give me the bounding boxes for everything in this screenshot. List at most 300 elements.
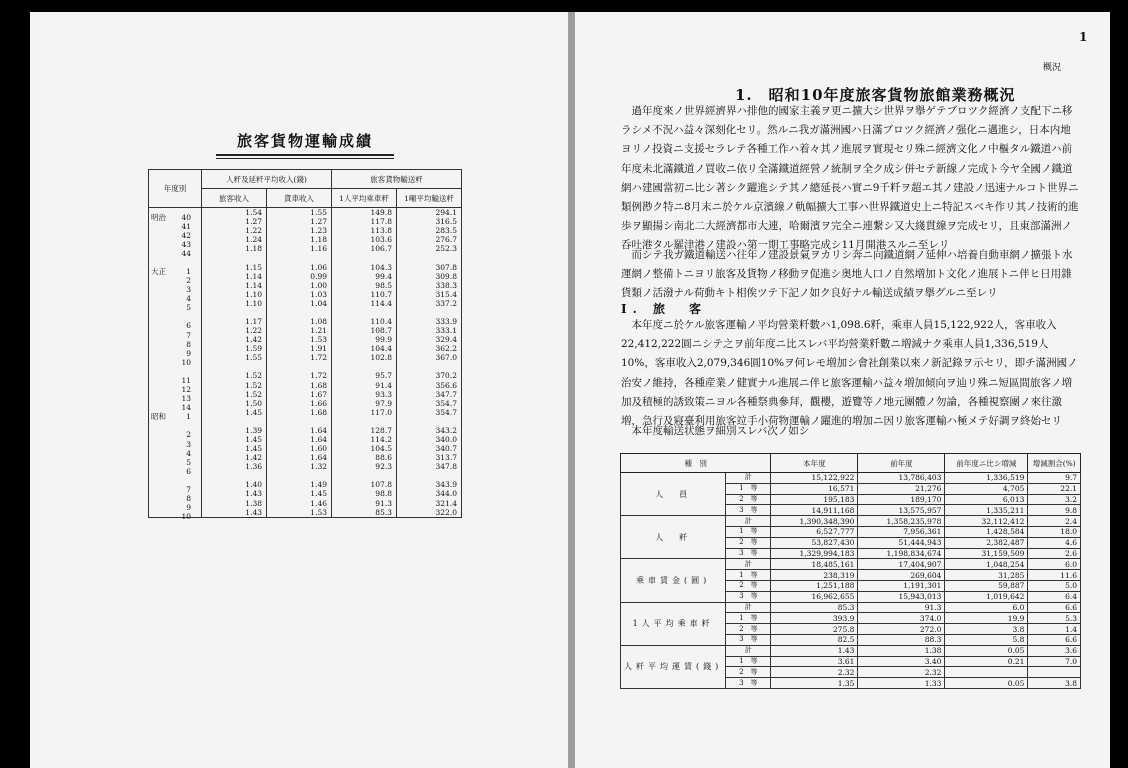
passenger-revenue-cell: 1.17 bbox=[202, 317, 267, 326]
freight-revenue-cell: 1.53 bbox=[267, 335, 332, 344]
class-cell: 3 等 bbox=[726, 591, 771, 602]
freight-revenue-cell: 1.32 bbox=[267, 462, 332, 471]
table-row bbox=[149, 444, 462, 453]
class-cell: 3 等 bbox=[726, 634, 771, 645]
freight-revenue-cell: 1.06 bbox=[267, 262, 332, 271]
year-cell bbox=[149, 290, 202, 304]
year-label: 10 bbox=[181, 357, 191, 367]
year-cell bbox=[149, 344, 202, 358]
passenger-revenue-cell: 1.45 bbox=[202, 408, 267, 417]
year-cell bbox=[149, 335, 202, 349]
year-label: 43 bbox=[181, 239, 191, 249]
difference-cell: 0.05 bbox=[945, 645, 1028, 656]
class-cell: 計 bbox=[726, 559, 771, 570]
difference-cell: 4,705 bbox=[945, 483, 1028, 494]
table-row bbox=[149, 508, 462, 518]
year-label: 6 bbox=[186, 466, 191, 476]
right-page bbox=[575, 12, 1110, 768]
per-ton-km-cell: 354.7 bbox=[397, 399, 462, 408]
header-passenger-revenue: 旅客收入 bbox=[202, 189, 267, 208]
year-cell bbox=[149, 480, 202, 494]
freight-revenue-cell: 1.67 bbox=[267, 390, 332, 399]
per-person-km-cell: 103.6 bbox=[332, 235, 397, 244]
year-label: 1 bbox=[186, 412, 191, 422]
header-percent-change: 增減割合(%) bbox=[1028, 454, 1081, 473]
table-row bbox=[149, 253, 462, 262]
year-label: 9 bbox=[186, 503, 191, 513]
freight-revenue-cell: 1.23 bbox=[267, 226, 332, 235]
passenger-revenue-cell: 1.42 bbox=[202, 453, 267, 462]
year-label: 7 bbox=[186, 484, 191, 494]
difference-cell: 0.21 bbox=[945, 656, 1028, 667]
table-row bbox=[149, 208, 462, 218]
per-ton-km-cell: 344.0 bbox=[397, 489, 462, 498]
table-row bbox=[149, 499, 462, 508]
year-label: 10 bbox=[181, 512, 191, 522]
header-revenue-group: 人粁及延粁平均收入(錢) bbox=[202, 170, 332, 189]
percent-cell bbox=[1028, 667, 1081, 678]
freight-revenue-cell: 1.46 bbox=[267, 499, 332, 508]
year-label: 41 bbox=[181, 221, 191, 231]
passenger-revenue-cell: 1.24 bbox=[202, 235, 267, 244]
passenger-revenue-cell: 1.55 bbox=[202, 353, 267, 362]
year-label: 1 bbox=[186, 267, 191, 277]
passenger-revenue-cell: 1.22 bbox=[202, 226, 267, 235]
year-label: 3 bbox=[186, 285, 191, 295]
per-person-km-cell: 92.3 bbox=[332, 462, 397, 471]
difference-cell: 6,013 bbox=[945, 494, 1028, 505]
per-ton-km-cell: 329.4 bbox=[397, 335, 462, 344]
current-year-cell: 238,319 bbox=[771, 570, 858, 581]
section-paragraph: 本年度ニ於ケル旅客運輸ノ平均營業粁數ハ1,098.6粁，乘車人員15,122,922人，客車收入22,412,222圓ニシテ之ヲ前年度ニ比スレバ平均營業粁數ニ増減ナク乘車人員1,336,519人10%，客車收入2,079,346圓10%ヲ何レモ増加シ會社創業以來ノ新記錄ヲ示セリ，即チ滿洲國ノ治安ノ維持，各種産業ノ健實ナル進展ニ伴ヒ旅客運輸ハ益々増加傾向ヲ辿リ殊ニ短區間旅客ノ増加及積極的誘致策ニヨル各種祭典參拜，觀櫻，遊覽等ノ地元團體ノ勿論，各種視察團ノ來往激増，急行及寢臺利用旅客竝手小荷物運輸ノ躍進的増加ニ因リ旅客運輸ハ極メテ好調ヲ終始セリ bbox=[621, 319, 1078, 428]
class-cell: 1 等 bbox=[726, 613, 771, 624]
era-label: 大正 bbox=[151, 267, 166, 277]
previous-year-cell: 1.38 bbox=[858, 645, 945, 656]
current-year-cell: 3.61 bbox=[771, 656, 858, 667]
per-person-km-cell: 114.2 bbox=[332, 435, 397, 444]
freight-revenue-cell: 1.72 bbox=[267, 353, 332, 362]
current-year-cell: 1.35 bbox=[771, 678, 858, 689]
per-person-km-cell: 149.8 bbox=[332, 208, 397, 218]
per-ton-km-cell: 337.2 bbox=[397, 299, 462, 308]
left-statistics-table bbox=[148, 169, 462, 522]
year-label: 12 bbox=[181, 385, 191, 395]
class-cell: 1 等 bbox=[726, 656, 771, 667]
previous-year-cell: 91.3 bbox=[858, 602, 945, 613]
freight-revenue-cell: 1.21 bbox=[267, 326, 332, 335]
passenger-revenue-cell: 1.43 bbox=[202, 489, 267, 498]
passenger-revenue-cell: 1.27 bbox=[202, 217, 267, 226]
table-row bbox=[149, 290, 462, 299]
passenger-revenue-cell: 1.45 bbox=[202, 435, 267, 444]
difference-cell: 1,336,519 bbox=[945, 473, 1028, 484]
per-person-km-cell: 91.3 bbox=[332, 499, 397, 508]
freight-revenue-cell bbox=[267, 471, 332, 480]
per-person-km-cell bbox=[332, 417, 397, 426]
current-year-cell: 16,962,655 bbox=[771, 591, 858, 602]
group-label: 1人平均乘車粁 bbox=[621, 602, 726, 645]
year-label: 40 bbox=[181, 212, 191, 222]
freight-revenue-cell bbox=[267, 362, 332, 371]
passenger-revenue-cell: 1.52 bbox=[202, 381, 267, 390]
table-row bbox=[149, 489, 462, 498]
running-header: 概況 bbox=[1043, 63, 1062, 73]
previous-year-cell: 3.40 bbox=[858, 656, 945, 667]
table-row bbox=[621, 559, 1081, 570]
table-row bbox=[149, 390, 462, 399]
percent-cell: 9.8 bbox=[1028, 505, 1081, 516]
per-ton-km-cell: 309.8 bbox=[397, 272, 462, 281]
current-year-cell: 82.5 bbox=[771, 634, 858, 645]
passenger-revenue-cell bbox=[202, 417, 267, 426]
table-row bbox=[149, 381, 462, 390]
header-per-ton-km: 1噸平均輸送粁 bbox=[397, 189, 462, 208]
freight-revenue-cell: 1.53 bbox=[267, 508, 332, 518]
passenger-revenue-cell bbox=[202, 471, 267, 480]
per-ton-km-cell: 252.3 bbox=[397, 244, 462, 253]
table-row bbox=[149, 471, 462, 480]
right-page-title: 1. 昭和10年度旅客貨物旅館業務概況 bbox=[735, 86, 1016, 104]
era-label: 明治 bbox=[151, 212, 166, 222]
percent-cell: 6.4 bbox=[1028, 591, 1081, 602]
difference-cell: 31,285 bbox=[945, 570, 1028, 581]
current-year-cell: 393.9 bbox=[771, 613, 858, 624]
previous-year-cell: 1.33 bbox=[858, 678, 945, 689]
per-person-km-cell: 117.8 bbox=[332, 217, 397, 226]
per-person-km-cell: 108.7 bbox=[332, 326, 397, 335]
per-ton-km-cell: 294.1 bbox=[397, 208, 462, 218]
table-row bbox=[149, 344, 462, 353]
freight-revenue-cell bbox=[267, 308, 332, 317]
per-ton-km-cell: 333.1 bbox=[397, 326, 462, 335]
class-cell: 2 等 bbox=[726, 667, 771, 678]
year-cell bbox=[149, 453, 202, 467]
per-ton-km-cell: 354.7 bbox=[397, 408, 462, 417]
year-cell bbox=[149, 217, 202, 231]
freight-revenue-cell: 1.16 bbox=[267, 244, 332, 253]
table-row bbox=[149, 353, 462, 362]
class-cell: 2 等 bbox=[726, 580, 771, 591]
per-ton-km-cell: 313.7 bbox=[397, 453, 462, 462]
current-year-cell: 85.3 bbox=[771, 602, 858, 613]
per-person-km-cell: 85.3 bbox=[332, 508, 397, 518]
left-page-title: 旅客貨物運輸成績 bbox=[216, 130, 394, 156]
group-label: 人粁平均運賃(錢) bbox=[621, 645, 726, 688]
percent-cell: 22.1 bbox=[1028, 483, 1081, 494]
year-label: 2 bbox=[186, 276, 191, 286]
per-ton-km-cell: 362.2 bbox=[397, 344, 462, 353]
per-person-km-cell: 117.0 bbox=[332, 408, 397, 417]
passenger-revenue-cell: 1.10 bbox=[202, 290, 267, 299]
per-ton-km-cell: 338.3 bbox=[397, 281, 462, 290]
per-person-km-cell: 93.3 bbox=[332, 390, 397, 399]
year-cell bbox=[149, 508, 202, 522]
class-cell: 2 等 bbox=[726, 537, 771, 548]
per-ton-km-cell: 315.4 bbox=[397, 290, 462, 299]
passenger-revenue-cell: 1.15 bbox=[202, 262, 267, 271]
passenger-revenue-cell bbox=[202, 253, 267, 262]
year-cell bbox=[149, 235, 202, 249]
passenger-revenue-cell: 1.14 bbox=[202, 281, 267, 290]
freight-revenue-cell: 1.68 bbox=[267, 408, 332, 417]
per-person-km-cell: 88.6 bbox=[332, 453, 397, 462]
passenger-revenue-cell: 1.14 bbox=[202, 272, 267, 281]
per-person-km-cell: 104.3 bbox=[332, 262, 397, 271]
per-ton-km-cell bbox=[397, 362, 462, 371]
year-cell bbox=[149, 426, 202, 440]
previous-year-cell: 88.3 bbox=[858, 634, 945, 645]
class-cell: 2 等 bbox=[726, 494, 771, 505]
passenger-revenue-cell: 1.43 bbox=[202, 508, 267, 518]
passenger-revenue-cell: 1.52 bbox=[202, 371, 267, 380]
header-per-person-km: 1人平均乘車粁 bbox=[332, 189, 397, 208]
previous-year-cell: 21,276 bbox=[858, 483, 945, 494]
year-label: 5 bbox=[186, 303, 191, 313]
freight-revenue-cell bbox=[267, 417, 332, 426]
per-person-km-cell bbox=[332, 362, 397, 371]
previous-year-cell: 15,943,013 bbox=[858, 591, 945, 602]
freight-revenue-cell: 1.91 bbox=[267, 344, 332, 353]
current-year-cell: 1.43 bbox=[771, 645, 858, 656]
per-ton-km-cell: 367.0 bbox=[397, 353, 462, 362]
percent-cell: 11.6 bbox=[1028, 570, 1081, 581]
header-difference: 前年度ニ比シ増減 bbox=[945, 454, 1028, 473]
percent-cell: 4.6 bbox=[1028, 537, 1081, 548]
year-cell bbox=[149, 244, 202, 258]
passenger-revenue-cell: 1.54 bbox=[202, 208, 267, 218]
passenger-revenue-cell: 1.22 bbox=[202, 326, 267, 335]
table-row bbox=[149, 335, 462, 344]
current-year-cell: 16,571 bbox=[771, 483, 858, 494]
per-person-km-cell: 114.4 bbox=[332, 299, 397, 308]
table-intro: 本年度輸送状態ヲ細別スレバ次ノ如シ bbox=[631, 425, 810, 437]
difference-cell bbox=[945, 667, 1028, 678]
current-year-cell: 195,183 bbox=[771, 494, 858, 505]
header-current-year: 本年度 bbox=[771, 454, 858, 473]
percent-cell: 3.2 bbox=[1028, 494, 1081, 505]
per-ton-km-cell: 307.8 bbox=[397, 262, 462, 271]
percent-cell: 2.6 bbox=[1028, 548, 1081, 559]
class-cell: 1 等 bbox=[726, 526, 771, 537]
year-cell bbox=[149, 371, 202, 385]
year-cell bbox=[149, 362, 202, 371]
table-row bbox=[149, 272, 462, 281]
percent-cell: 9.7 bbox=[1028, 473, 1081, 484]
class-cell: 計 bbox=[726, 516, 771, 527]
current-year-cell: 14,911,168 bbox=[771, 505, 858, 516]
per-ton-km-cell: 276.7 bbox=[397, 235, 462, 244]
per-person-km-cell: 97.9 bbox=[332, 399, 397, 408]
class-cell: 3 等 bbox=[726, 505, 771, 516]
per-person-km-cell: 104.5 bbox=[332, 444, 397, 453]
year-cell bbox=[149, 299, 202, 313]
passenger-revenue-cell: 1.39 bbox=[202, 426, 267, 435]
per-person-km-cell bbox=[332, 253, 397, 262]
year-cell bbox=[149, 226, 202, 240]
table-row bbox=[149, 408, 462, 417]
section-heading-passenger: I. 旅 客 bbox=[621, 302, 707, 316]
passenger-revenue-cell: 1.38 bbox=[202, 499, 267, 508]
header-freight-revenue: 貨車收入 bbox=[267, 189, 332, 208]
era-label: 昭和 bbox=[151, 412, 166, 422]
previous-year-cell: 13,786,403 bbox=[858, 473, 945, 484]
previous-year-cell: 189,170 bbox=[858, 494, 945, 505]
year-cell bbox=[149, 417, 202, 426]
year-cell bbox=[149, 208, 202, 222]
per-person-km-cell: 113.8 bbox=[332, 226, 397, 235]
per-ton-km-cell: 322.0 bbox=[397, 508, 462, 518]
class-cell: 計 bbox=[726, 602, 771, 613]
freight-revenue-cell: 1.08 bbox=[267, 317, 332, 326]
group-label: 乘車賃金(圓) bbox=[621, 559, 726, 602]
freight-revenue-cell: 1.49 bbox=[267, 480, 332, 489]
year-cell bbox=[149, 435, 202, 449]
previous-year-cell: 1,198,834,674 bbox=[858, 548, 945, 559]
year-label: 44 bbox=[181, 248, 191, 258]
per-ton-km-cell: 356.6 bbox=[397, 381, 462, 390]
year-cell bbox=[149, 281, 202, 295]
current-year-cell: 1,251,188 bbox=[771, 580, 858, 591]
year-label: 8 bbox=[186, 493, 191, 503]
percent-cell: 3.6 bbox=[1028, 645, 1081, 656]
difference-cell: 1,428,584 bbox=[945, 526, 1028, 537]
freight-revenue-cell: 1.04 bbox=[267, 299, 332, 308]
previous-year-cell: 1,358,235,978 bbox=[858, 516, 945, 527]
year-label: 11 bbox=[181, 375, 191, 385]
difference-cell: 0.05 bbox=[945, 678, 1028, 689]
table-row bbox=[149, 262, 462, 271]
table-row bbox=[149, 435, 462, 444]
per-ton-km-cell: 316.5 bbox=[397, 217, 462, 226]
percent-cell: 6.6 bbox=[1028, 634, 1081, 645]
table-row bbox=[621, 602, 1081, 613]
passenger-revenue-cell: 1.18 bbox=[202, 244, 267, 253]
year-cell bbox=[149, 272, 202, 286]
table-row bbox=[149, 244, 462, 253]
per-ton-km-cell: 370.2 bbox=[397, 371, 462, 380]
year-cell bbox=[149, 262, 202, 277]
current-year-cell: 15,122,922 bbox=[771, 473, 858, 484]
difference-cell: 6.0 bbox=[945, 602, 1028, 613]
freight-revenue-cell bbox=[267, 253, 332, 262]
header-year: 年度別 bbox=[149, 170, 202, 208]
table-row bbox=[149, 426, 462, 435]
freight-revenue-cell: 1.03 bbox=[267, 290, 332, 299]
group-label: 人 員 bbox=[621, 473, 726, 516]
year-label: 3 bbox=[186, 439, 191, 449]
freight-revenue-cell: 1.18 bbox=[267, 235, 332, 244]
passenger-revenue-cell: 1.50 bbox=[202, 399, 267, 408]
previous-year-cell: 51,444,943 bbox=[858, 537, 945, 548]
table-row bbox=[149, 308, 462, 317]
previous-year-cell: 2.32 bbox=[858, 667, 945, 678]
current-year-cell: 1,390,348,390 bbox=[771, 516, 858, 527]
per-ton-km-cell: 347.7 bbox=[397, 390, 462, 399]
table-row bbox=[149, 399, 462, 408]
year-cell bbox=[149, 308, 202, 317]
header-category: 種 別 bbox=[621, 454, 771, 473]
year-cell bbox=[149, 444, 202, 458]
per-ton-km-cell bbox=[397, 308, 462, 317]
table-row bbox=[149, 362, 462, 371]
freight-revenue-cell: 1.64 bbox=[267, 435, 332, 444]
difference-cell: 31,159,509 bbox=[945, 548, 1028, 559]
year-cell bbox=[149, 381, 202, 395]
table-row bbox=[149, 317, 462, 326]
year-label: 8 bbox=[186, 339, 191, 349]
per-ton-km-cell: 347.8 bbox=[397, 462, 462, 471]
difference-cell: 5.8 bbox=[945, 634, 1028, 645]
current-year-cell: 6,527,777 bbox=[771, 526, 858, 537]
table-row bbox=[149, 226, 462, 235]
current-year-cell: 2.32 bbox=[771, 667, 858, 678]
page-number: 1 bbox=[1079, 30, 1088, 44]
difference-cell: 1,335,211 bbox=[945, 505, 1028, 516]
table-row bbox=[621, 516, 1081, 527]
year-label: 7 bbox=[186, 330, 191, 340]
per-person-km-cell: 91.4 bbox=[332, 381, 397, 390]
table-row bbox=[621, 645, 1081, 656]
previous-year-cell: 269,604 bbox=[858, 570, 945, 581]
table-row bbox=[149, 453, 462, 462]
freight-revenue-cell: 1.55 bbox=[267, 208, 332, 218]
per-person-km-cell: 128.7 bbox=[332, 426, 397, 435]
percent-cell: 6.6 bbox=[1028, 602, 1081, 613]
per-ton-km-cell: 340.7 bbox=[397, 444, 462, 453]
per-person-km-cell: 98.5 bbox=[332, 281, 397, 290]
table-row bbox=[149, 462, 462, 471]
year-label: 2 bbox=[186, 430, 191, 440]
per-ton-km-cell bbox=[397, 471, 462, 480]
freight-revenue-cell: 0.99 bbox=[267, 272, 332, 281]
percent-cell: 5.3 bbox=[1028, 613, 1081, 624]
freight-revenue-cell: 1.64 bbox=[267, 426, 332, 435]
per-person-km-cell: 102.8 bbox=[332, 353, 397, 362]
freight-revenue-cell: 1.27 bbox=[267, 217, 332, 226]
table-row bbox=[149, 326, 462, 335]
per-ton-km-cell: 333.9 bbox=[397, 317, 462, 326]
freight-revenue-cell: 1.64 bbox=[267, 453, 332, 462]
intro-paragraph-2: 而シテ我ガ鐵道輸送ハ往年ノ建設景氣ヲカリシ奔ニ向鐵道網ノ延伸ハ培養自動車網ノ擴張ト水運網ノ整備トニヨリ旅客及貨物ノ移動ヲ促進シ奥地人口ノ自然増加ト文化ノ進展トニ伴ヒ日用雜貨類ノ活潑ナル荷動キト相俟ツテ下記ノ如ク良好ナル輸送成績ヲ擧グルニ至レリ bbox=[621, 249, 1073, 300]
table-row bbox=[149, 417, 462, 426]
per-person-km-cell bbox=[332, 471, 397, 480]
year-cell bbox=[149, 253, 202, 262]
class-cell: 1 等 bbox=[726, 483, 771, 494]
per-ton-km-cell: 321.4 bbox=[397, 499, 462, 508]
class-cell: 2 等 bbox=[726, 624, 771, 635]
table-row bbox=[149, 235, 462, 244]
difference-cell: 2,382,487 bbox=[945, 537, 1028, 548]
book-gutter bbox=[568, 12, 575, 768]
percent-cell: 5.0 bbox=[1028, 580, 1081, 591]
year-cell bbox=[149, 317, 202, 331]
percent-cell: 3.8 bbox=[1028, 678, 1081, 689]
previous-year-cell: 374.0 bbox=[858, 613, 945, 624]
passenger-revenue-cell: 1.40 bbox=[202, 480, 267, 489]
per-person-km-cell: 104.4 bbox=[332, 344, 397, 353]
year-label: 4 bbox=[186, 448, 191, 458]
per-person-km-cell: 110.4 bbox=[332, 317, 397, 326]
year-cell bbox=[149, 489, 202, 503]
passenger-revenue-cell: 1.45 bbox=[202, 444, 267, 453]
current-year-cell: 1,329,994,183 bbox=[771, 548, 858, 559]
per-person-km-cell: 99.4 bbox=[332, 272, 397, 281]
passenger-statistics-table bbox=[620, 453, 1081, 689]
group-label: 人 粁 bbox=[621, 516, 726, 559]
current-year-cell: 275.8 bbox=[771, 624, 858, 635]
per-ton-km-cell: 343.2 bbox=[397, 426, 462, 435]
year-label: 13 bbox=[181, 394, 191, 404]
